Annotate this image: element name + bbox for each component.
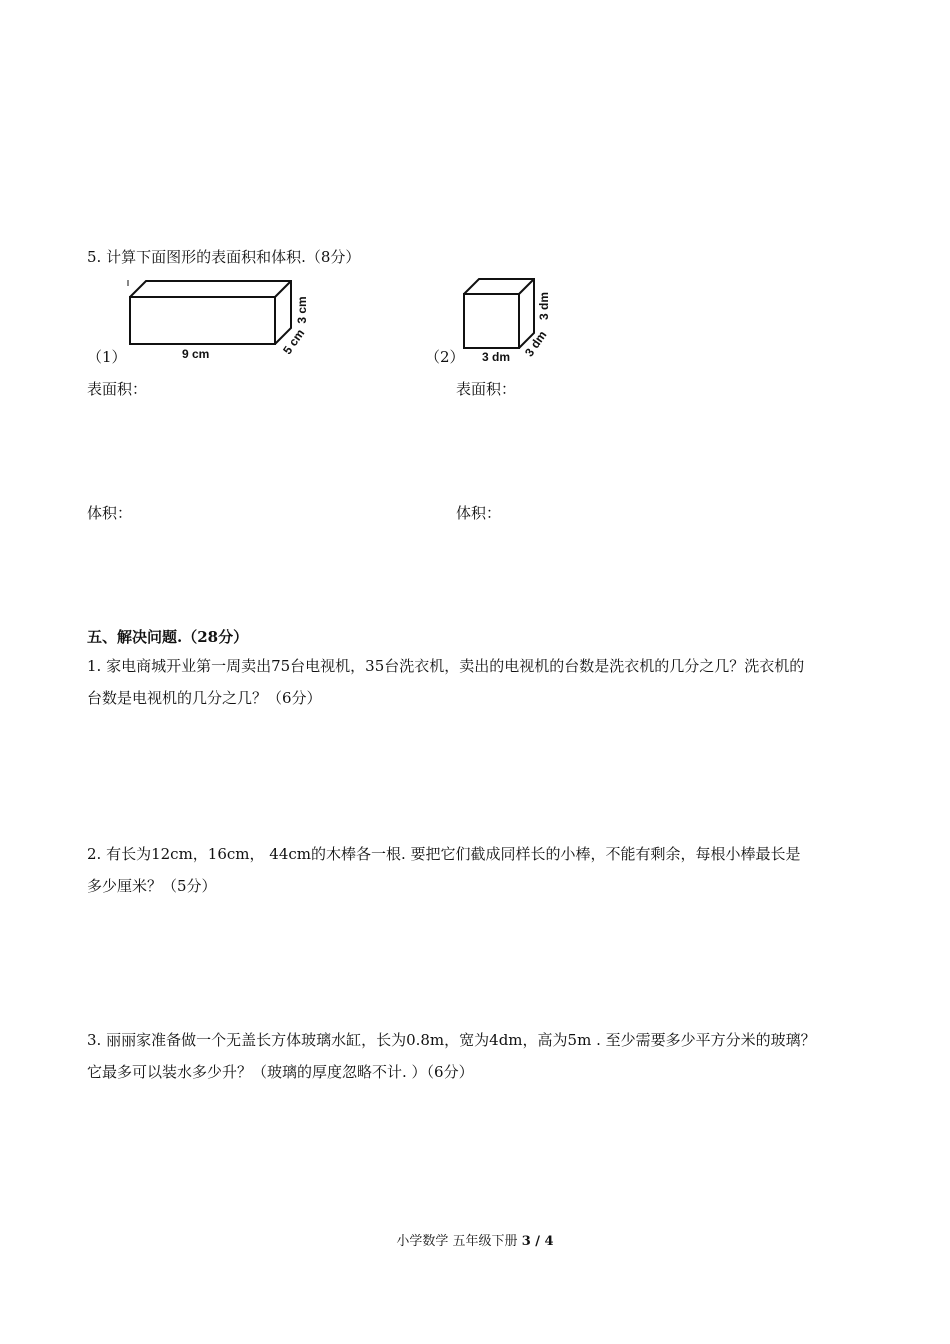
footer-subject: 小学数学 五年级下册	[396, 1234, 518, 1249]
page-footer	[0, 1230, 950, 1249]
problem-line: 多少厘米？（5分）	[87, 877, 217, 895]
section-heading: 五、解决问题.（28分）	[87, 628, 249, 646]
page-number: 3 / 4	[521, 1234, 554, 1249]
cuboid-height-label: 3 cm	[295, 296, 309, 324]
cube-outline	[464, 279, 534, 348]
figure-1-label: （1）	[87, 348, 127, 366]
problem-line: 2. 有长为12cm，16cm， 44cm的木棒各一根. 要把它们截成同样长的小棒，不能有剩余，每根小棒最长是	[87, 845, 801, 863]
volume-label-2: 体积：	[456, 504, 502, 522]
problem-line: 1. 家电商城开业第一周卖出75台电视机，35台洗衣机，卖出的电视机的台数是洗衣机的几分之几？洗衣机的	[87, 657, 805, 675]
cube-figure	[455, 272, 565, 367]
surface-area-label-1: 表面积：	[87, 380, 148, 398]
problem-line: 它最多可以装水多少升？（玻璃的厚度忽略不计. ）（6分）	[87, 1063, 474, 1081]
surface-area-label-2: 表面积：	[456, 380, 517, 398]
cuboid-length-label: 9 cm	[182, 347, 210, 361]
q5-title: 5. 计算下面图形的表面积和体积.（8分）	[87, 248, 361, 266]
figure-2-label: （2）	[425, 348, 465, 366]
cube-width-label: 3 dm	[521, 328, 550, 360]
volume-label-1: 体积：	[87, 504, 133, 522]
cuboid-outline	[130, 281, 291, 344]
problem-line: 台数是电视机的几分之几？（6分）	[87, 689, 322, 707]
cuboid-figure	[120, 272, 320, 367]
cuboid-width-label: 5 cm	[280, 326, 308, 357]
problem-1	[87, 650, 804, 714]
problem-3	[87, 1024, 816, 1088]
cube-length-label: 3 dm	[482, 350, 511, 364]
problem-line: 3. 丽丽家准备做一个无盖长方体玻璃水缸，长为0.8m，宽为4dm，高为5m . 至少需要多少平方分米的玻璃？	[87, 1031, 816, 1049]
problem-2	[87, 838, 801, 902]
cube-height-label: 3 dm	[537, 291, 551, 321]
